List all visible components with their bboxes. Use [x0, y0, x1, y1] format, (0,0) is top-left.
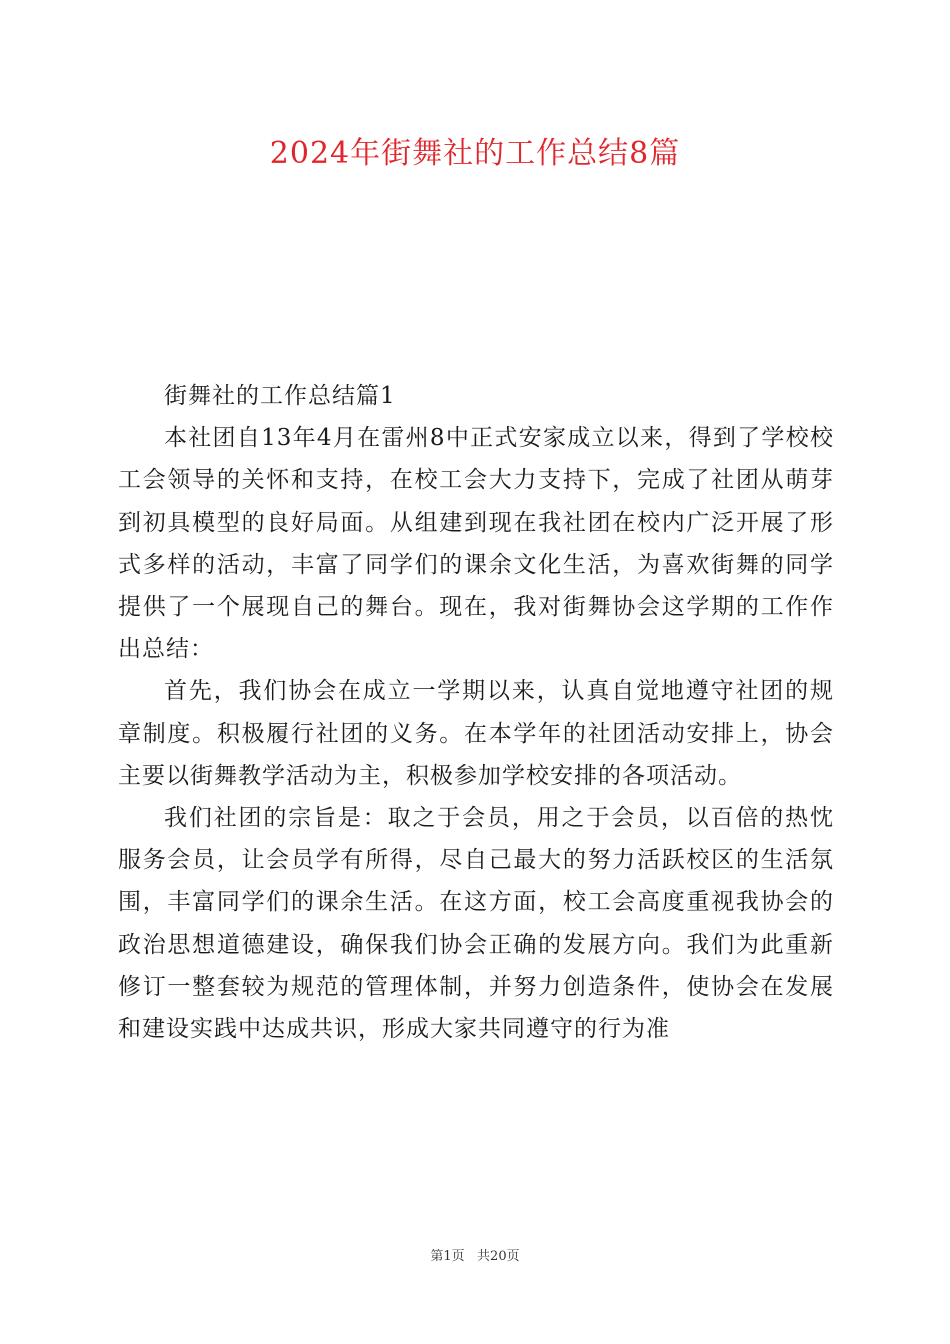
- paragraph-3: 我们社团的宗旨是：取之于会员，用之于会员，以百倍的热忱服务会员，让会员学有所得，尽自己最大的努力活跃校区的生活氛围，丰富同学们的课余生活。在这方面，校工会高度重视我协会的政治思想道德建设，确保我们协会正确的发展方向。我们为此重新修订一整套较为规范的管理体制，并努力创造条件，使协会在发展和建设实践中达成共识，形成大家共同遵守的行为准: [118, 805, 834, 1043]
- section-heading: 街舞社的工作总结篇1: [164, 383, 396, 409]
- page-footer: 第1页 共20页: [430, 1249, 520, 1264]
- document-body: [118, 375, 834, 1050]
- paragraph-2: 首先，我们协会在成立一学期以来，认真自觉地遵守社团的规章制度。积极履行社团的义务。在本学年的社团活动安排上，协会主要以街舞教学活动为主，积极参加学校安排的各项活动。: [118, 678, 834, 789]
- paragraph-1: 本社团自13年4月在雷州8中正式安家成立以来，得到了学校校工会领导的关怀和支持，在校工会大力支持下，完成了社团从萌芽到初具模型的良好局面。从组建到现在我社团在校内广泛开展了形式多样的活动，丰富了同学们的课余文化生活，为喜欢街舞的同学提供了一个展现自己的舞台。现在，我对街舞协会这学期的工作作出总结：: [118, 425, 834, 663]
- document-title: 2024年街舞社的工作总结8篇: [269, 136, 681, 171]
